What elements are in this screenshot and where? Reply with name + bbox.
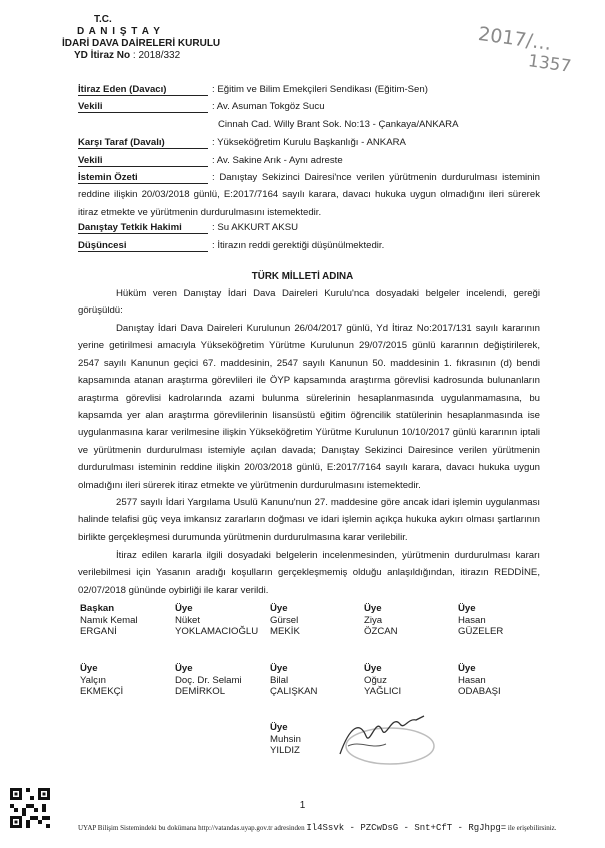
member-role: Üye bbox=[175, 603, 193, 614]
party-label-plaintiff-attorney: Vekili bbox=[78, 101, 208, 113]
party-value-defendant-attorney: : Av. Sakine Arık - Aynı adreste bbox=[212, 155, 343, 166]
handwritten-note: 2017/… bbox=[476, 22, 553, 56]
party-label-plaintiff: İtiraz Eden (Davacı) bbox=[78, 84, 208, 96]
member-surname: DEMİRKOL bbox=[175, 686, 226, 697]
party-label-defendant-attorney: Vekili bbox=[78, 155, 208, 167]
member-first-name: Oğuz bbox=[364, 674, 387, 686]
member-role: Üye bbox=[458, 663, 476, 674]
paragraph-1: Hüküm veren Danıştay İdari Dava Daireleri Kurulu'nca dosyadaki belgeler incelendi, gereği görüşüldü: bbox=[78, 288, 540, 317]
member-role: Üye bbox=[270, 663, 288, 674]
paragraph-3: 2577 sayılı İdari Yargılama Usulü Kanunu'nun 27. maddesine göre ancak idari işlemin uygulanması halinde telafisi güç veya imkansız zararların doğması ve idari işlemin açıkça hukuka aykırı olması şartlarının birlikte gerçekleşmesi durumunda yürütmenin durdurulmasına karar verilebilir. bbox=[78, 497, 540, 543]
request-summary-label: İstemin Özeti bbox=[78, 172, 208, 184]
party-value-plaintiff: : Eğitim ve Bilim Emekçileri Sendikası (Eğitim-Sen) bbox=[212, 84, 428, 95]
member-card bbox=[270, 603, 300, 638]
member-role: Üye bbox=[458, 603, 476, 614]
party-value-defendant: : Yükseköğretim Kurulu Başkanlığı - ANKARA bbox=[212, 137, 406, 148]
member-role: Üye bbox=[80, 663, 98, 674]
signature-stamp-icon bbox=[320, 706, 438, 768]
member-surname: YOKLAMACIOĞLU bbox=[175, 626, 259, 637]
member-card bbox=[458, 603, 503, 638]
member-role: Üye bbox=[270, 603, 288, 614]
member-surname: GÜZELER bbox=[458, 626, 504, 637]
footer-suffix: ile erişebilirsiniz. bbox=[507, 824, 557, 832]
member-first-name: Gürsel bbox=[270, 614, 299, 626]
party-label-defendant: Karşı Taraf (Davalı) bbox=[78, 137, 208, 149]
member-surname: YILDIZ bbox=[270, 745, 300, 756]
paragraph-2: Danıştay İdari Dava Daireleri Kurulunun 26/04/2017 günlü, Yd İtiraz No:2017/131 sayılı kararının yerine getirilmesi amacıyla Yükseköğretim Yürütme Kurulunun 29/07/2015 günlü kararının değiştirilerek, 2547 sayılı Kanunun geçici 67. maddesinin, 2547 sayılı Kanunun 50. maddesinin 1. fıkrasının (d) bendi kapsamında atanan araştırma görevlileri ile ÖYP kapsamında araştırma görevlisi kadrosunda bulunanların araştırma görevlisi kadrolarında azami bulunma sürelerinin hesaplanmasında uygulanmamasına, bu kapsamda yer alan araştırma görevlilerinin lisansüstü eğitim öğrencilik statülerinin hesaplanmasında ise uygulanmasına karar verilmesine ilişkin Yükseköğretim Yürütme Kurulunun 10/10/2017 günlü kararının iptali ve yürütmenin durdurulması istemiyle açılan davada; Danıştay Sekizinci Dairesince verilen yürütmenin durdurulması isteminin reddine ilişkin 20/03/2018 günlü, E:2017/7164 sayılı karara, davacı hukuka uygun olmadığını ileri sürerek itiraz etmekte ve yürütmenin durdurulmasını istemektedir. bbox=[78, 323, 540, 491]
file-no-label: YD İtiraz No bbox=[74, 50, 131, 61]
paragraph-4: İtiraz edilen kararla ilgili dosyadaki belgelerin incelenmesinden, yürütmenin durdurulması kararı verilebilmesi için Yasanın aradığı koşulların gerçekleşmemiş olduğu anlaşıldığından, itirazın REDDİNE, 02/07/2018 gününde oybirliği ile karar verildi. bbox=[78, 550, 540, 596]
member-card bbox=[458, 663, 501, 698]
member-role: Üye bbox=[364, 603, 382, 614]
member-surname: ÖZCAN bbox=[364, 626, 398, 637]
member-card bbox=[364, 603, 398, 638]
member-card bbox=[364, 663, 401, 698]
member-surname: EKMEKÇİ bbox=[80, 686, 124, 697]
footer-prefix: UYAP Bilişim Sistemindeki bu dokümana http://vatandas.uyap.gov.tr adresinden bbox=[78, 824, 305, 832]
handwritten-note-2: 1357 bbox=[526, 51, 573, 77]
file-no-value: : 2018/332 bbox=[132, 50, 181, 61]
header-file-no bbox=[74, 50, 180, 61]
party-value-plaintiff-attorney: : Av. Asuman Tokgöz Sucu bbox=[212, 101, 325, 112]
member-role: Üye bbox=[175, 663, 193, 674]
member-first-name: Muhsin bbox=[270, 733, 301, 745]
page-number: 1 bbox=[299, 800, 306, 811]
header-tc: T.C. bbox=[94, 14, 112, 25]
request-summary-body: : Danıştay Sekizinci Dairesi'nce verilen yürütmenin durdurulması isteminin reddine ilişkin 20/03/2018 günlü, E:2017/7164 sayılı karara, davacı hukuka uygun olmadığını ileri sürerek itiraz etmekte ve yürütmenin durdurulmasını istemektedir. bbox=[78, 172, 540, 218]
member-card bbox=[270, 722, 301, 757]
member-first-name: Nüket bbox=[175, 614, 201, 626]
member-surname: ÇALIŞKAN bbox=[270, 686, 318, 697]
party-value-address: Cinnah Cad. Willy Brant Sok. No:13 - Çankaya/ANKARA bbox=[218, 119, 459, 130]
member-surname: ERGANİ bbox=[80, 626, 117, 637]
member-first-name: Bilal bbox=[270, 674, 289, 686]
member-first-name: Doç. Dr. Selami bbox=[175, 674, 242, 686]
judge-value: : Su AKKURT AKSU bbox=[212, 222, 299, 233]
member-card bbox=[175, 663, 242, 698]
header-danistay: D A N I Ş T A Y bbox=[77, 26, 161, 37]
footer-code: Il4Ssvk - PZCwDsG - Snt+CfT - RgJhpg= bbox=[306, 823, 507, 833]
member-role: Üye bbox=[270, 722, 288, 733]
opinion-value: : İtirazın reddi gerektiği düşünülmektedir. bbox=[212, 240, 385, 251]
member-card bbox=[270, 663, 317, 698]
member-first-name: Ziya bbox=[364, 614, 383, 626]
member-card bbox=[175, 603, 258, 638]
member-surname: ODABAŞI bbox=[458, 686, 501, 697]
member-role: Başkan bbox=[80, 603, 115, 614]
member-card bbox=[80, 663, 123, 698]
decision-title: TÜRK MİLLETİ ADINA bbox=[251, 271, 354, 282]
member-first-name: Hasan bbox=[458, 674, 486, 686]
header-court: İDARİ DAVA DAİRELERİ KURULU bbox=[62, 38, 221, 49]
member-first-name: Hasan bbox=[458, 614, 486, 626]
member-first-name: Namık Kemal bbox=[80, 614, 138, 626]
member-surname: MEKİK bbox=[270, 626, 300, 637]
judge-label: Danıştay Tetkik Hakimi bbox=[78, 222, 208, 234]
opinion-label: Düşüncesi bbox=[78, 240, 208, 252]
member-surname: YAĞLICI bbox=[364, 686, 402, 697]
member-role: Üye bbox=[364, 663, 382, 674]
footer-uyap bbox=[78, 823, 557, 833]
member-president bbox=[80, 603, 138, 638]
member-first-name: Yalçın bbox=[80, 674, 106, 686]
